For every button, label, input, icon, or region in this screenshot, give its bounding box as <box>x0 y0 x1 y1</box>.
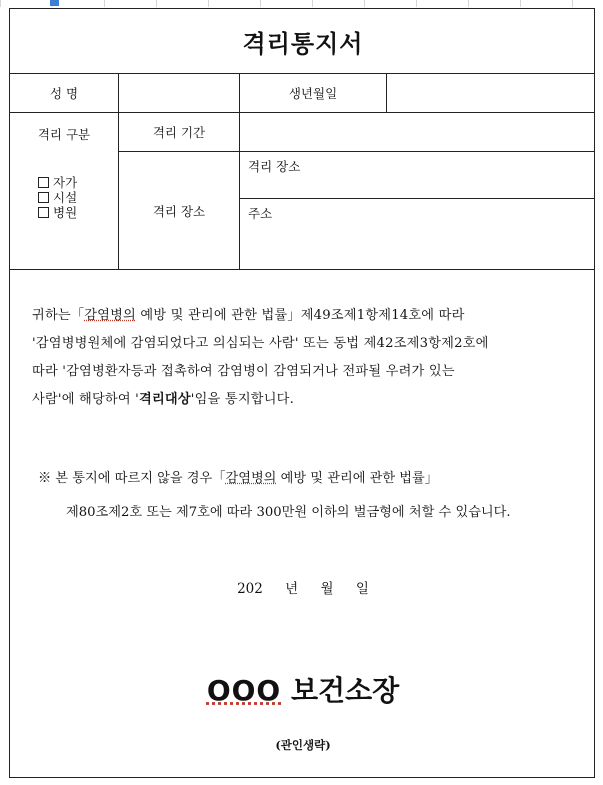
checkbox-icon[interactable] <box>38 207 49 218</box>
address-label: 주소 <box>248 206 273 221</box>
issuer-office: 보건소장 <box>290 674 400 707</box>
period-label: 격리 기간 <box>152 125 206 140</box>
issue-date <box>10 577 596 597</box>
option-label: 자가 <box>53 175 78 190</box>
issuer-name-placeholder[interactable]: OOO <box>206 674 282 707</box>
ruler-strip <box>0 0 603 7</box>
body-line-1 <box>32 302 577 330</box>
birth-label: 생년월일 <box>288 86 338 101</box>
option-hospital[interactable] <box>38 205 77 220</box>
penalty-notice-line-2: 제80조제2호 또는 제7호에 따라 300만원 이하의 벌금형에 처할 수 있습니다. <box>66 505 511 520</box>
date-month-unit: 월 <box>320 581 334 597</box>
issuer <box>10 669 596 709</box>
law-name: 감염병의 <box>225 471 277 486</box>
text-span: 예방 및 관리에 관한 법률」제49조제1항제14호에 따라 <box>135 308 465 323</box>
cursor-marker <box>50 0 59 6</box>
document-title: 격리통지서 <box>242 28 364 58</box>
isolation-type-options <box>38 175 77 220</box>
body-line-3: 따라 '감염병환자등과 접촉하여 감염병이 감염되거나 전파될 우려가 있는 <box>32 364 455 379</box>
checkbox-icon[interactable] <box>38 192 49 203</box>
date-day-unit: 일 <box>355 581 369 597</box>
name-value[interactable] <box>119 74 239 112</box>
penalty-notice <box>38 465 583 493</box>
body-paragraph <box>32 302 577 414</box>
isolation-target-emphasis: 격리대상 <box>139 392 191 407</box>
text-span: 귀하는「 <box>32 308 85 323</box>
text-span: ※ 본 통지에 따르지 않을 경우「 <box>38 471 226 486</box>
divider <box>10 269 594 270</box>
checkbox-icon[interactable] <box>38 177 49 188</box>
date-year[interactable]: 202 <box>237 581 263 597</box>
place-inner-label: 격리 장소 <box>248 159 301 174</box>
place-label: 격리 장소 <box>152 203 206 219</box>
body-line-4 <box>32 386 577 414</box>
date-year-unit: 년 <box>285 581 299 597</box>
option-home[interactable] <box>38 175 77 190</box>
name-label: 성 명 <box>49 86 79 101</box>
divider <box>240 198 594 199</box>
birth-value[interactable] <box>387 74 594 112</box>
text-span: 예방 및 관리에 관한 법률」 <box>276 471 438 486</box>
option-label: 시설 <box>53 190 78 205</box>
text-span: 사람'에 해당하여 ' <box>32 392 140 407</box>
notice-document <box>9 8 595 778</box>
option-facility[interactable] <box>38 190 77 205</box>
seal-note: (관인생략) <box>275 738 331 752</box>
law-name: 감염병의 <box>84 308 136 323</box>
option-label: 병원 <box>53 205 78 220</box>
text-span: '임을 통지합니다. <box>190 392 294 407</box>
body-line-2: '감염병병원체에 감염되었다고 의심되는 사람' 또는 동법 제42조제3항제2호에 <box>32 336 489 351</box>
period-value[interactable] <box>240 113 594 151</box>
category-label: 격리 구분 <box>37 127 91 142</box>
